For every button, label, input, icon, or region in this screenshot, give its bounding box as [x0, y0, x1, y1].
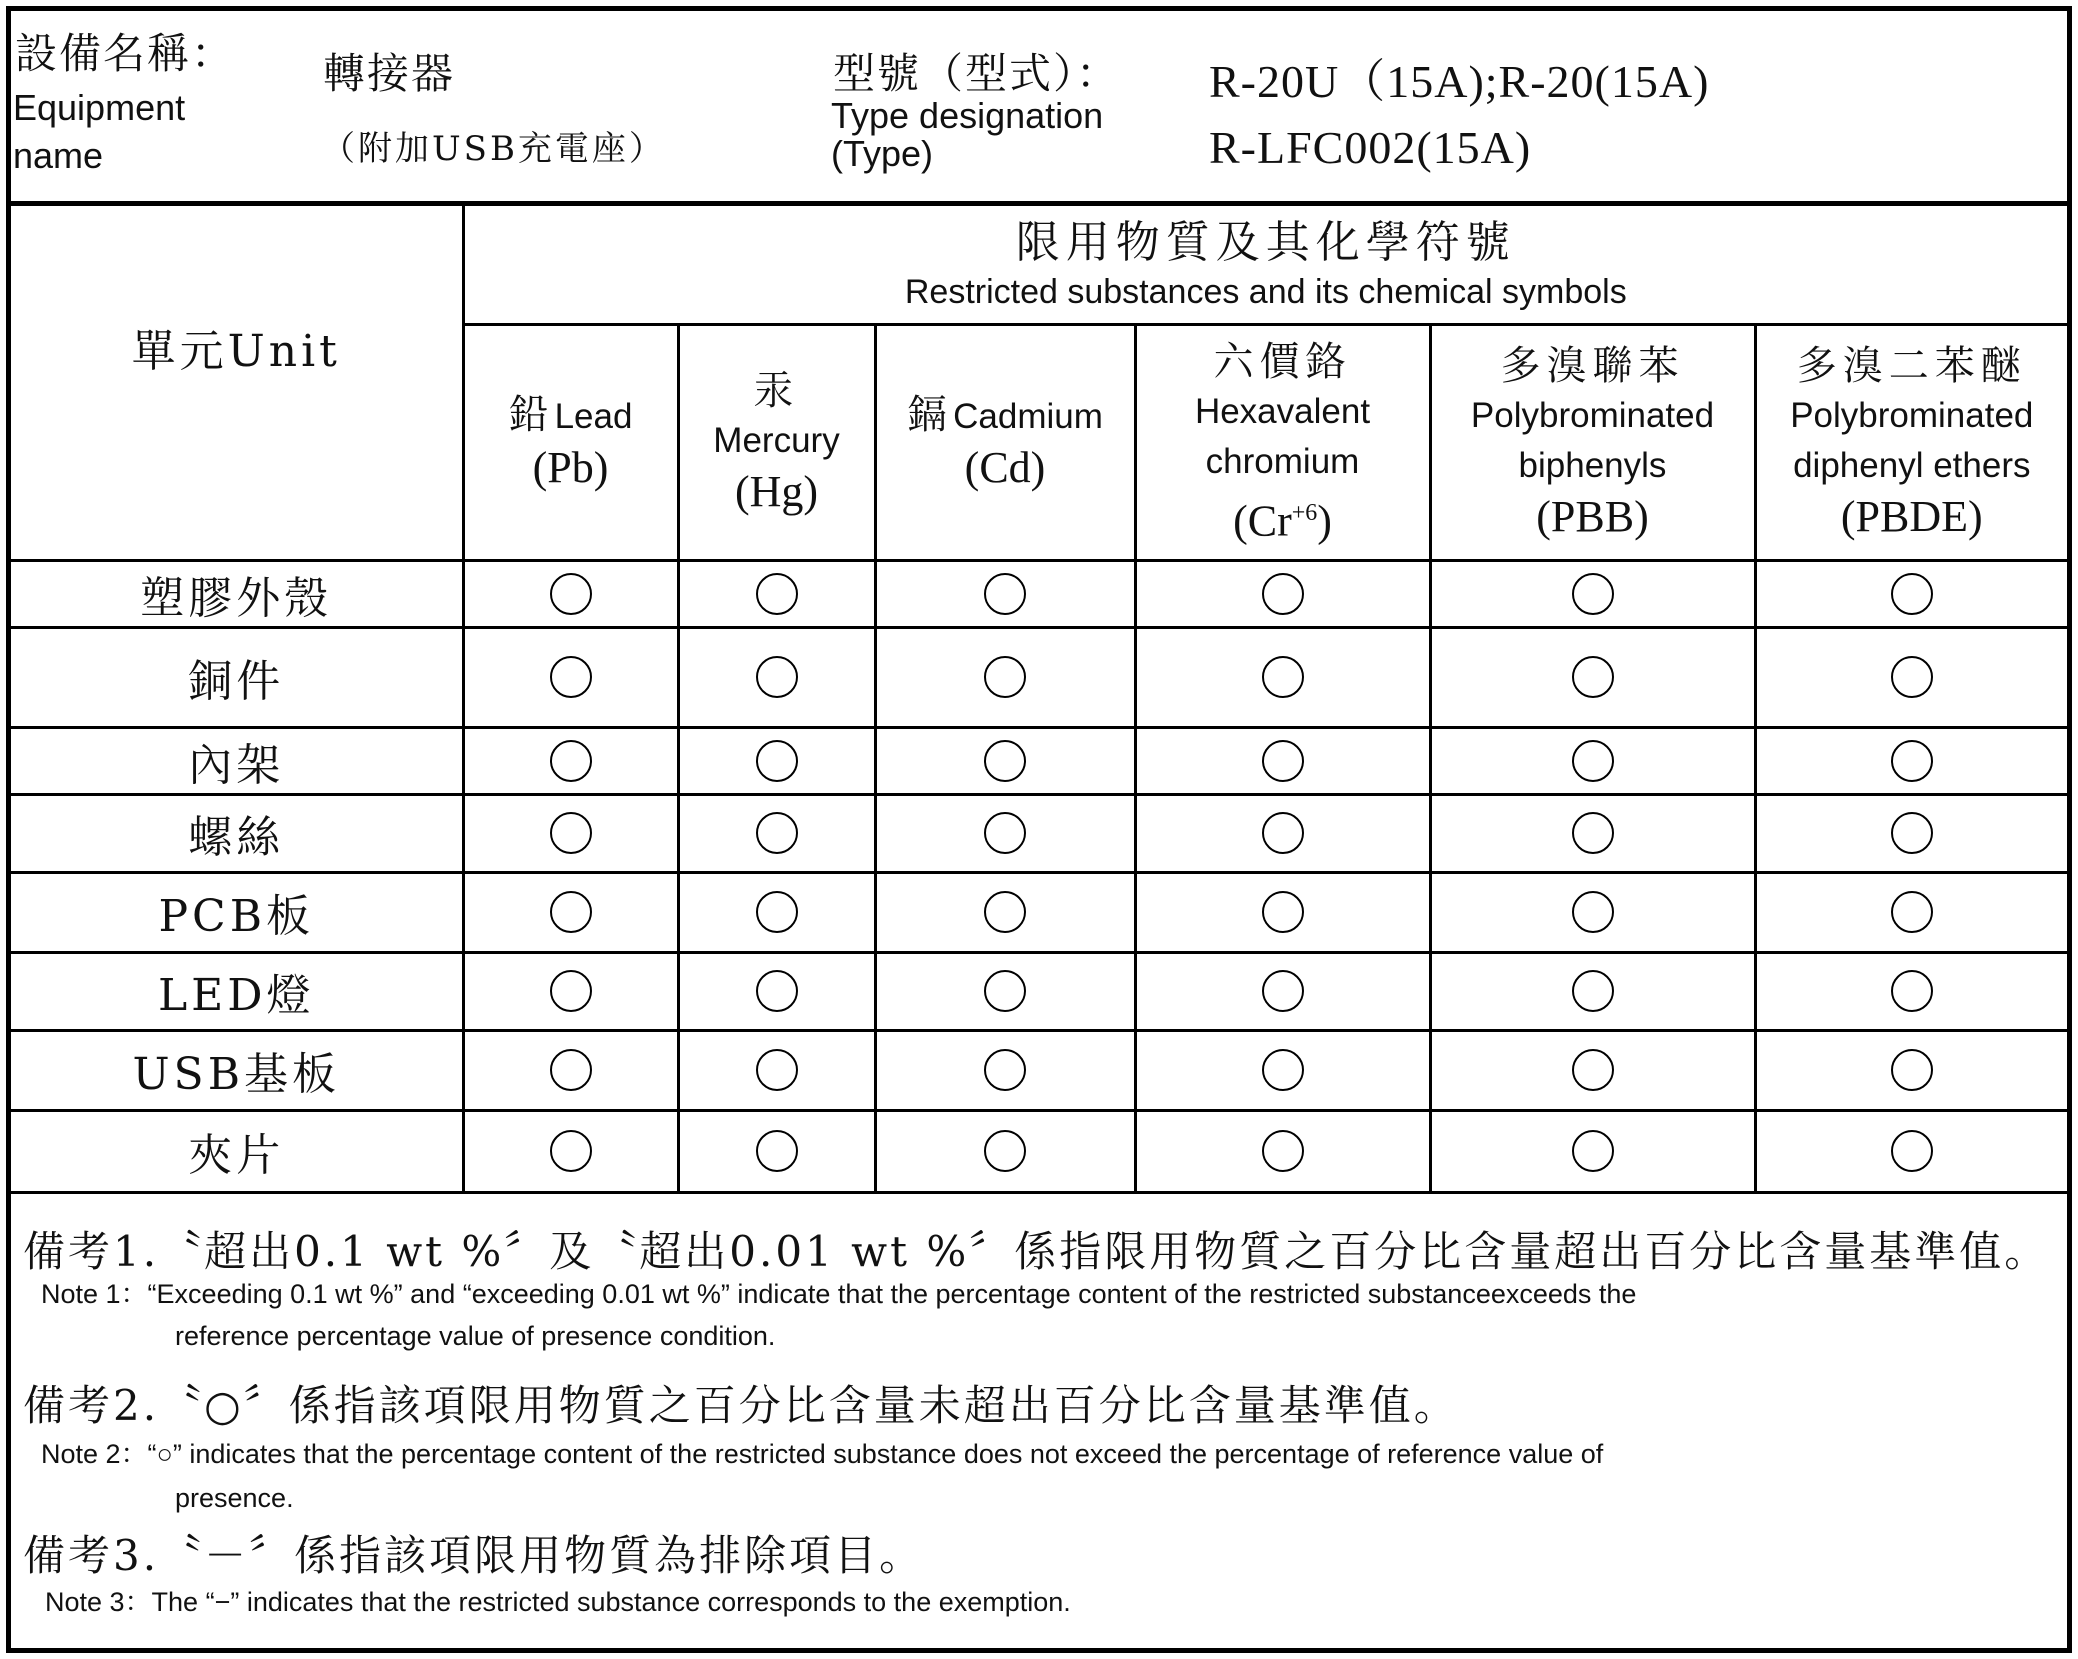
table-row — [11, 1110, 2067, 1192]
table-row — [11, 627, 2067, 727]
mark-cell — [463, 952, 678, 1030]
column-header-lead — [463, 324, 678, 560]
mark-cell — [678, 1110, 875, 1192]
table-row — [11, 560, 2067, 627]
circle-mark-icon — [1262, 1049, 1304, 1091]
row-unit-label: USB基板 — [11, 1030, 463, 1110]
group-header-en: Restricted substances and its chemical symbols — [904, 273, 1627, 312]
circle-mark-icon — [984, 656, 1026, 698]
mark-cell — [1430, 794, 1755, 872]
mark-cell — [678, 1030, 875, 1110]
circle-mark-icon — [1572, 1049, 1614, 1091]
column-header-hexavalent-chromium — [1135, 324, 1430, 560]
table-row — [11, 794, 2067, 872]
note1-en-line1: Note 1：“Exceeding 0.1 wt %” and “exceeding 0.01 wt %” indicate that the percentage content of the restricted substanceexceeds the — [41, 1279, 1637, 1309]
circle-mark-icon — [984, 970, 1026, 1012]
mercury-symbol: (Hg) — [734, 467, 819, 516]
mark-cell — [1430, 872, 1755, 952]
mark-cell — [875, 952, 1135, 1030]
table-row — [11, 727, 2067, 794]
note2-en-line1: Note 2：“○” indicates that the percentage content of the restricted substance does not exceed the percentage of reference value of — [41, 1439, 1604, 1469]
note3-en: Note 3：The “−” indicates that the restricted substance corresponds to the exemption. — [45, 1587, 1071, 1617]
circle-mark-icon — [1262, 740, 1304, 782]
table-row — [11, 872, 2067, 952]
circle-mark-icon — [1262, 656, 1304, 698]
cadmium-symbol: (Cd) — [964, 443, 1046, 492]
circle-mark-icon — [1262, 891, 1304, 933]
circle-mark-icon — [550, 1130, 592, 1172]
type-label-en-line2: (Type) — [831, 133, 934, 174]
mark-cell — [1430, 952, 1755, 1030]
chromium-zh: 六價鉻 — [1213, 338, 1352, 385]
mark-cell — [678, 727, 875, 794]
circle-mark-icon — [984, 1130, 1026, 1172]
equipment-label-en-line1: Equipment — [13, 87, 186, 128]
row-unit-label: 內架 — [11, 727, 463, 794]
circle-mark-icon — [1891, 812, 1933, 854]
circle-mark-icon — [756, 740, 798, 782]
circle-mark-icon — [984, 891, 1026, 933]
circle-mark-icon — [984, 812, 1026, 854]
mark-cell — [1135, 560, 1430, 627]
mark-cell — [1135, 1110, 1430, 1192]
circle-mark-icon — [1572, 891, 1614, 933]
cadmium-en: Cadmium — [953, 397, 1103, 436]
pbb-en-line2: biphenyls — [1518, 446, 1667, 485]
mark-cell — [875, 794, 1135, 872]
mercury-en: Mercury — [713, 421, 840, 460]
row-unit-label: 銅件 — [11, 627, 463, 727]
mark-cell — [1430, 727, 1755, 794]
chromium-en-line2: chromium — [1205, 441, 1360, 481]
mark-cell — [1755, 1110, 2067, 1192]
type-label-zh: 型號（型式）： — [833, 49, 1121, 98]
group-header-row — [11, 206, 2067, 324]
column-header-cadmium — [875, 324, 1135, 560]
circle-mark-icon — [1891, 656, 1933, 698]
column-header-mercury — [678, 324, 875, 560]
pbde-en-line1: Polybrominated — [1790, 396, 2034, 435]
circle-mark-icon — [1891, 740, 1933, 782]
mark-cell — [1135, 627, 1430, 727]
circle-mark-icon — [1891, 970, 1933, 1012]
restricted-substances-group-header — [463, 206, 2067, 324]
chromium-symbol-base: (Cr — [1233, 496, 1292, 546]
mark-cell — [463, 627, 678, 727]
mark-cell — [463, 727, 678, 794]
circle-mark-icon — [550, 891, 592, 933]
equipment-label-zh: 設備名稱： — [15, 29, 236, 78]
circle-mark-icon — [1572, 740, 1614, 782]
table-row — [11, 952, 2067, 1030]
cadmium-zh: 鎘 — [907, 392, 954, 438]
circle-mark-icon — [1891, 573, 1933, 615]
mark-cell — [1755, 1030, 2067, 1110]
mark-cell — [875, 872, 1135, 952]
mark-cell — [463, 794, 678, 872]
type-label-en-line1: Type designation — [831, 95, 1104, 136]
mark-cell — [875, 560, 1135, 627]
row-unit-label: 塑膠外殼 — [11, 560, 463, 627]
mark-cell — [463, 560, 678, 627]
column-header-pbb — [1430, 324, 1755, 560]
circle-mark-icon — [984, 573, 1026, 615]
circle-mark-icon — [1572, 812, 1614, 854]
group-header-zh: 限用物質及其化學符號 — [1015, 217, 1516, 269]
circle-mark-icon — [756, 891, 798, 933]
mark-cell — [678, 952, 875, 1030]
circle-mark-icon — [756, 656, 798, 698]
row-unit-label: 螺絲 — [11, 794, 463, 872]
restricted-substances-table — [11, 206, 2067, 1194]
mark-cell — [1430, 560, 1755, 627]
pbde-symbol: (PBDE) — [1840, 492, 1983, 541]
equipment-name-value: 轉接器 — [323, 49, 456, 98]
column-header-pbde — [1755, 324, 2067, 560]
mark-cell — [678, 560, 875, 627]
lead-en: Lead — [554, 397, 633, 436]
mark-cell — [1430, 1030, 1755, 1110]
chromium-symbol-end: ) — [1317, 496, 1332, 546]
mark-cell — [463, 1030, 678, 1110]
type-value-line1: R-20U（15A);R-20(15A) — [1209, 56, 1710, 107]
note2-en-line2: presence. — [175, 1483, 294, 1513]
mark-cell — [1755, 627, 2067, 727]
mark-cell — [463, 1110, 678, 1192]
mark-cell — [1135, 794, 1430, 872]
mark-cell — [1755, 727, 2067, 794]
note1-zh: 備考1.〝超出0.1 wt %〞及〝超出0.01 wt %〞係指限用物質之百分比含量超出百分比含量基準值。 — [23, 1227, 2050, 1276]
chromium-symbol — [1137, 487, 1429, 548]
mark-cell — [875, 727, 1135, 794]
circle-mark-icon — [1572, 970, 1614, 1012]
circle-mark-icon — [984, 740, 1026, 782]
mark-cell — [463, 872, 678, 952]
mark-cell — [875, 627, 1135, 727]
mark-cell — [875, 1110, 1135, 1192]
mark-cell — [1135, 727, 1430, 794]
circle-mark-icon — [756, 812, 798, 854]
table-row — [11, 1030, 2067, 1110]
mark-cell — [1755, 872, 2067, 952]
row-unit-label: LED燈 — [11, 952, 463, 1030]
circle-mark-icon — [756, 1049, 798, 1091]
lead-symbol: (Pb) — [532, 443, 609, 492]
lead-zh: 鉛 — [508, 392, 555, 438]
circle-mark-icon — [756, 573, 798, 615]
chromium-symbol-sup: +6 — [1291, 499, 1318, 526]
type-value-line2: R-LFC002(15A) — [1209, 122, 1532, 173]
pbde-zh: 多溴二苯醚 — [1796, 343, 2027, 389]
mark-cell — [1135, 952, 1430, 1030]
circle-mark-icon — [756, 1130, 798, 1172]
note2-zh: 備考2.〝○〞係指該項限用物質之百分比含量未超出百分比含量基準值。 — [23, 1381, 1459, 1430]
circle-mark-icon — [1891, 1049, 1933, 1091]
note3-zh: 備考3.〝－〞係指該項限用物質為排除項目。 — [23, 1531, 925, 1580]
unit-column-header: 單元Unit — [11, 206, 463, 560]
equipment-label-en-line2: name — [13, 135, 104, 176]
pbb-zh: 多溴聯苯 — [1500, 343, 1685, 389]
mark-cell — [678, 627, 875, 727]
mercury-zh: 汞 — [753, 368, 800, 414]
circle-mark-icon — [1262, 1130, 1304, 1172]
circle-mark-icon — [1262, 812, 1304, 854]
circle-mark-icon — [550, 970, 592, 1012]
mark-cell — [1755, 794, 2067, 872]
circle-mark-icon — [550, 573, 592, 615]
row-unit-label: PCB板 — [11, 872, 463, 952]
circle-mark-icon — [1891, 891, 1933, 933]
mark-cell — [1430, 1110, 1755, 1192]
pbb-symbol: (PBB) — [1536, 492, 1649, 541]
circle-mark-icon — [756, 970, 798, 1012]
table-body — [11, 560, 2067, 1192]
circle-mark-icon — [1572, 573, 1614, 615]
mark-cell — [678, 794, 875, 872]
circle-mark-icon — [550, 656, 592, 698]
mark-cell — [1135, 1030, 1430, 1110]
rohs-declaration-sheet — [6, 6, 2072, 1653]
equipment-name-subvalue: （附加USB充電座） — [321, 129, 666, 169]
pbb-en-line1: Polybrominated — [1470, 396, 1715, 435]
mark-cell — [875, 1030, 1135, 1110]
row-unit-label: 夾片 — [11, 1110, 463, 1192]
circle-mark-icon — [550, 740, 592, 782]
note1-en-line2: reference percentage value of presence condition. — [175, 1321, 776, 1351]
chromium-en-line1: Hexavalent — [1194, 391, 1371, 431]
circle-mark-icon — [1262, 970, 1304, 1012]
mark-cell — [1135, 872, 1430, 952]
circle-mark-icon — [1572, 1130, 1614, 1172]
mark-cell — [1755, 560, 2067, 627]
circle-mark-icon — [1262, 573, 1304, 615]
mark-cell — [1755, 952, 2067, 1030]
mark-cell — [1430, 627, 1755, 727]
circle-mark-icon — [984, 1049, 1026, 1091]
circle-mark-icon — [1891, 1130, 1933, 1172]
circle-mark-icon — [1572, 656, 1614, 698]
circle-mark-icon — [550, 812, 592, 854]
pbde-en-line2: diphenyl ethers — [1793, 446, 2031, 485]
mark-cell — [678, 872, 875, 952]
circle-mark-icon — [550, 1049, 592, 1091]
